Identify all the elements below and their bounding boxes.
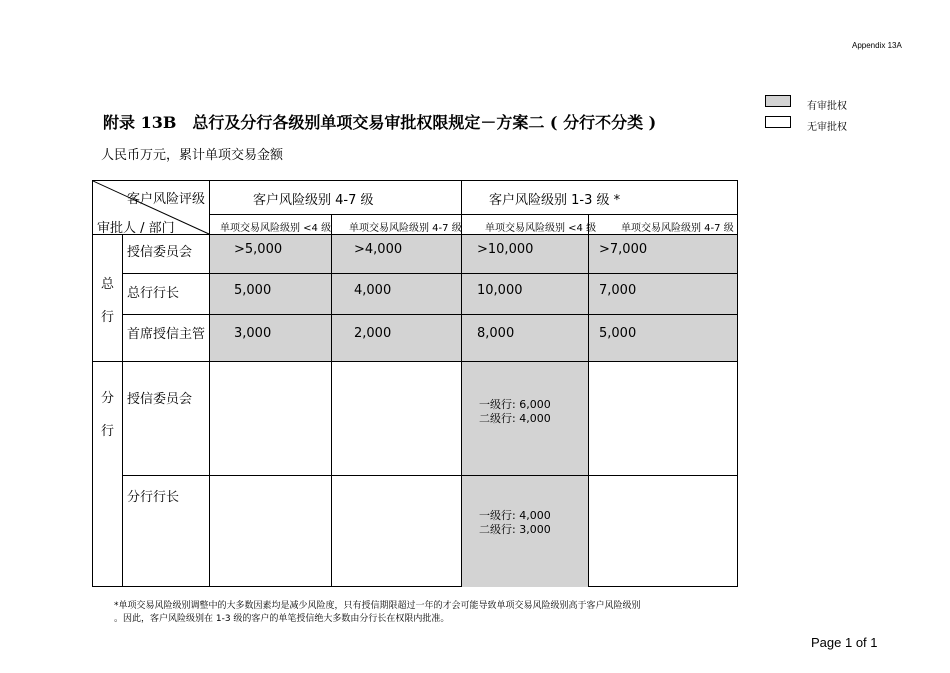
table-cell: 5,000 (234, 283, 272, 298)
shaded-branch-area (461, 361, 588, 587)
page-title: 附录 13B 总行及分行各级别单项交易审批权限规定－方案二 ( 分行不分类 ) (103, 113, 657, 132)
legend-swatch-approval (765, 95, 791, 107)
row-label: 总行行长 (127, 286, 180, 301)
branch-limit-note: 一级行: 4,000 (479, 509, 551, 522)
row-label: 分行行长 (127, 490, 180, 505)
page-subtitle: 人民币万元，累计单项交易金额 (101, 148, 284, 163)
branch-limit-note: 二级行: 4,000 (479, 412, 551, 425)
table-cell: >7,000 (599, 242, 648, 257)
table-cell: >4,000 (354, 242, 403, 257)
table-cell: >5,000 (234, 242, 283, 257)
page-number: Page 1 of 1 (811, 635, 878, 650)
footnote-line: *单项交易风险级别调整中的大多数因素均是减少风险度，只有授信期限超过一年的才会可能导致单项交易风险级别高于客户风险级别 (114, 601, 641, 611)
legend-label-approval: 有审批权 (807, 101, 847, 112)
row-label: 授信委员会 (127, 245, 193, 260)
table-cell: 5,000 (599, 326, 637, 341)
table-cell: 8,000 (477, 326, 515, 341)
branch-limit-note: 二级行: 3,000 (479, 523, 551, 536)
legend-swatch-no-approval (765, 116, 791, 128)
sub-header: 单项交易风险级别 4-7 级 (349, 223, 462, 234)
sub-header: 单项交易风险级别 4-7 级 (621, 223, 734, 234)
section-label-branch: 行 (101, 424, 115, 439)
footnote (114, 600, 641, 626)
table-cell: 10,000 (477, 283, 523, 298)
table-cell: >10,000 (477, 242, 534, 257)
section-label-head-office: 总 (101, 277, 115, 292)
sub-header: 单项交易风险级别 <4 级 (485, 223, 597, 234)
table-cell: 3,000 (234, 326, 272, 341)
table-cell: 2,000 (354, 326, 392, 341)
shaded-head-office-area (209, 234, 737, 361)
corner-header-approver: 审批人 / 部门 (97, 221, 175, 236)
group-header-1-3: 客户风险级别 1-3 级 * (489, 193, 621, 208)
branch-limit-note: 一级行: 6,000 (479, 398, 551, 411)
row-label: 首席授信主管 (127, 327, 206, 342)
table-cell: 4,000 (354, 283, 392, 298)
corner-header-customer-rating: 客户风险评级 (127, 192, 206, 207)
section-label-head-office: 行 (101, 310, 115, 325)
sub-header: 单项交易风险级别 <4 级 (220, 223, 332, 234)
section-label-branch: 分 (101, 391, 115, 406)
appendix-label: Appendix 13A (852, 41, 902, 50)
legend-label-no-approval: 无审批权 (807, 122, 847, 133)
footnote-line: 。因此，客户风险级别在 1-3 级的客户的单笔授信绝大多数由分行长在权限内批准。 (114, 614, 450, 624)
group-header-4-7: 客户风险级别 4-7 级 (253, 193, 374, 208)
approval-authority-table (92, 180, 738, 587)
table-cell: 7,000 (599, 283, 637, 298)
row-label: 授信委员会 (127, 392, 193, 407)
